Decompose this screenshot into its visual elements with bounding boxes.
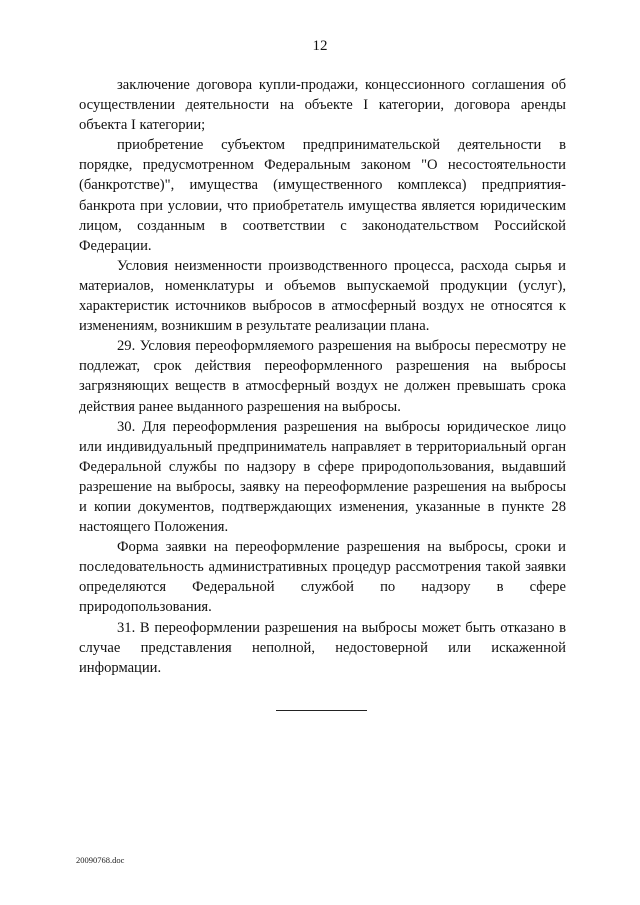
- paragraph-item-30: 30. Для переоформления разрешения на выбросы юридическое лицо или индивидуальный предприниматель направляет в территориальный орган Федеральной службы по надзору в сфере природопользования, выдавший разрешение на выбросы, заявку на переоформление разрешения на выбросы и копии документов, подтверждающих изменения, указанные в пункте 28 настоящего Положения.: [79, 418, 566, 536]
- end-divider-line: [276, 710, 367, 711]
- document-file-name: 20090768.doc: [76, 855, 125, 865]
- paragraph-application-form: Форма заявки на переоформление разрешения на выбросы, сроки и последовательность административных процедур рассмотрения такой заявки определяются Федеральной службой по надзору в сфере природопользования.: [79, 539, 566, 616]
- paragraph-contract-conclusion: заключение договора купли-продажи, концессионного соглашения об осуществлении деятельности на объекте I категории, договора аренды объекта I категории;: [79, 77, 566, 134]
- paragraph-item-29: 29. Условия переоформляемого разрешения на выбросы пересмотру не подлежат, срок действия переоформленного разрешения на выбросы загрязняющих веществ в атмосферный воздух не должен превышать срока действия ранее выданного разрешения на выбросы.: [79, 338, 566, 415]
- document-body: [79, 75, 566, 678]
- paragraph-property-acquisition: приобретение субъектом предпринимательской деятельности в порядке, предусмотренном Федеральным законом "О несостоятельности (банкротстве)", имущества (имущественного комплекса) предприятия-банкрота при условии, что приобретатель имущества является юридическим лицом, созданным в соответствии с законодательством Российской Федерации.: [79, 137, 566, 254]
- paragraph-item-31: 31. В переоформлении разрешения на выбросы может быть отказано в случае представления неполной, недостоверной или искаженной информации.: [79, 619, 566, 676]
- page-number: 12: [312, 38, 328, 54]
- paragraph-unchanged-conditions: Условия неизменности производственного процесса, расхода сырья и материалов, номенклатуры и объемов выпускаемой продукции (услуг), характеристик источников выбросов в атмосферный воздух не относятся к изменениям, возникшим в результате реализации плана.: [79, 257, 566, 335]
